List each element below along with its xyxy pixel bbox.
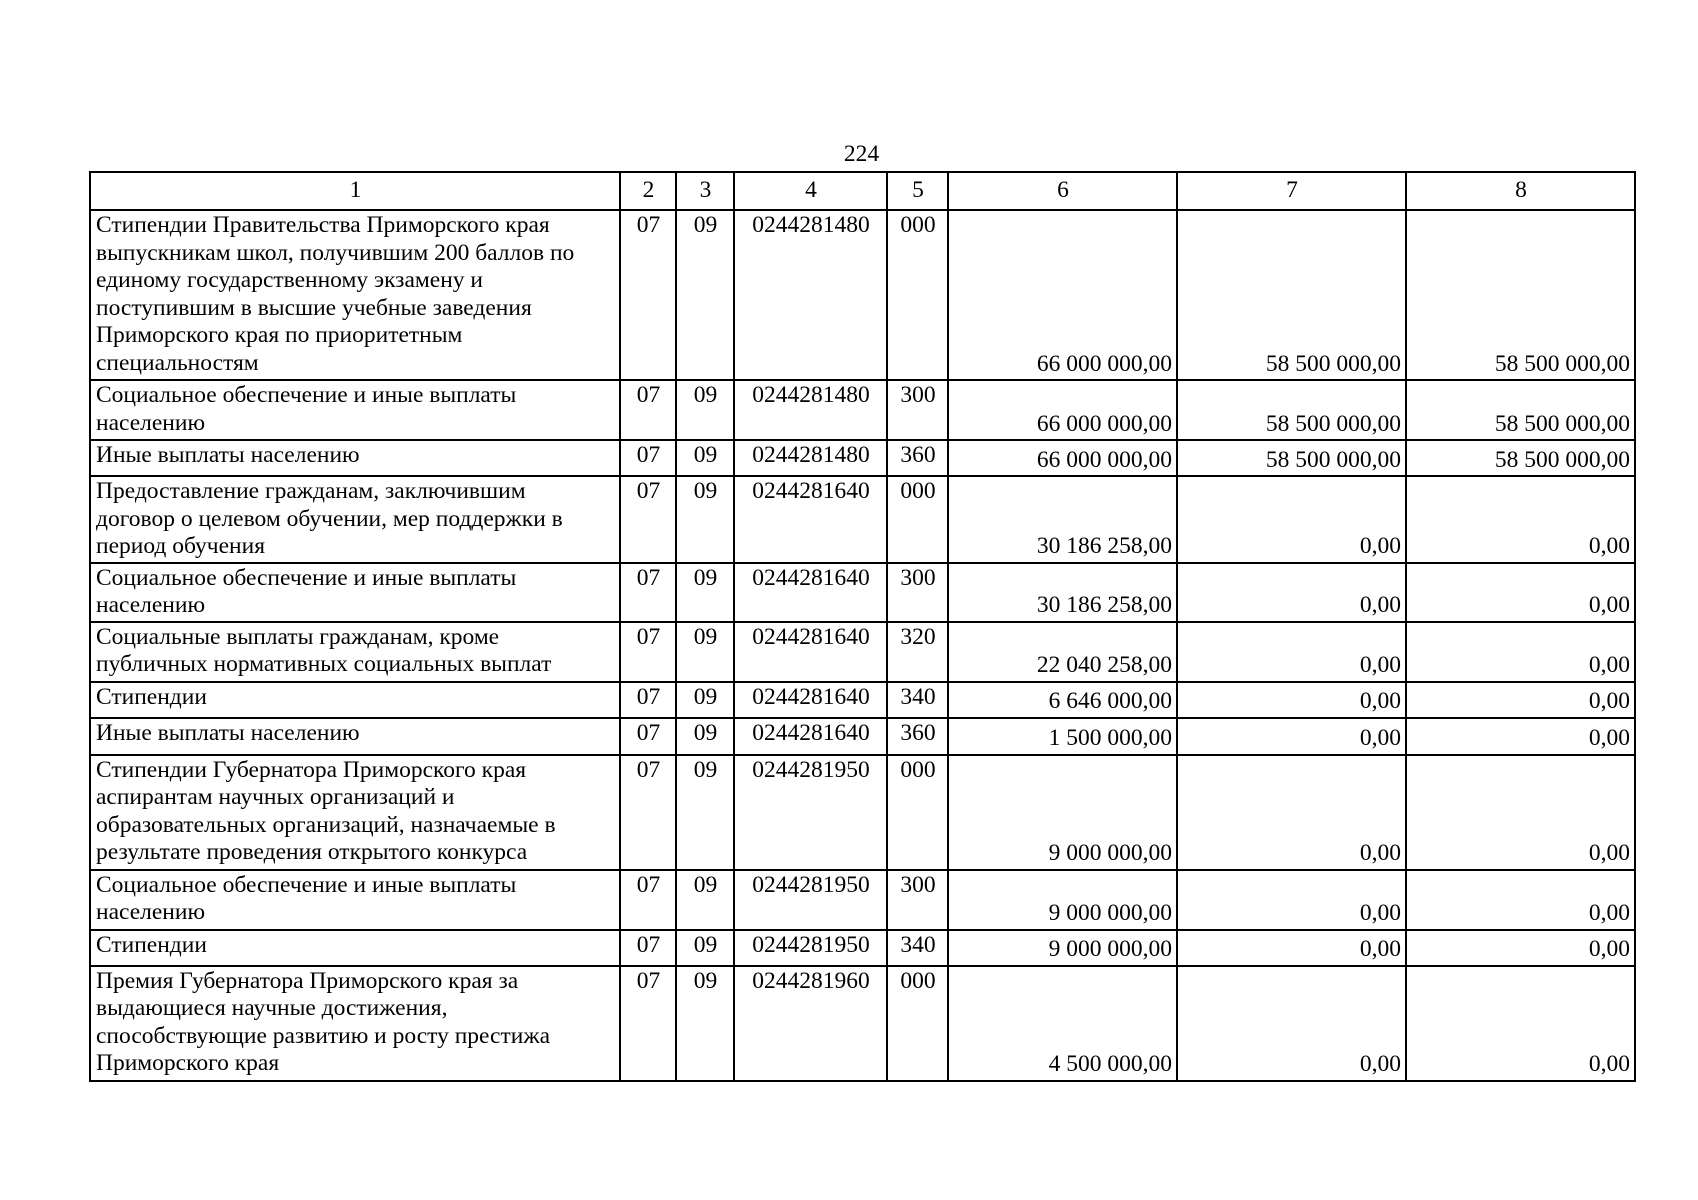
amount-col6-cell: 66 000 000,00: [948, 210, 1177, 380]
table-row: [90, 870, 1635, 930]
table-row: [90, 563, 1635, 622]
amount-col8-cell: 0,00: [1406, 682, 1635, 718]
table-row: [90, 718, 1635, 755]
amount-col6-cell: 6 646 000,00: [948, 682, 1177, 718]
table-header: [90, 172, 1635, 210]
target-article-cell: 0244281640: [734, 563, 887, 622]
amount-col6-cell: 4 500 000,00: [948, 966, 1177, 1081]
item-name-cell: Стипендии: [90, 930, 620, 966]
amount-col8-cell: 0,00: [1406, 870, 1635, 930]
amount-col8-cell: 0,00: [1406, 563, 1635, 622]
table-row: [90, 682, 1635, 718]
expense-type-cell: 300: [887, 870, 948, 930]
header-col-2: 2: [620, 172, 676, 210]
amount-col8-cell: 0,00: [1406, 622, 1635, 682]
amount-col8-cell: 0,00: [1406, 476, 1635, 563]
item-name-cell: Социальное обеспечение и иные выплаты населению: [90, 563, 620, 622]
subsection-cell: 09: [676, 380, 734, 440]
section-cell: 07: [620, 210, 676, 380]
header-col-4: 4: [734, 172, 887, 210]
table-row: [90, 755, 1635, 870]
amount-col7-cell: 0,00: [1177, 682, 1406, 718]
section-cell: 07: [620, 622, 676, 682]
target-article-cell: 0244281640: [734, 718, 887, 755]
section-cell: 07: [620, 718, 676, 755]
section-cell: 07: [620, 930, 676, 966]
table-row: [90, 930, 1635, 966]
amount-col6-cell: 30 186 258,00: [948, 563, 1177, 622]
section-cell: 07: [620, 380, 676, 440]
expense-type-cell: 320: [887, 622, 948, 682]
section-cell: 07: [620, 682, 676, 718]
target-article-cell: 0244281960: [734, 966, 887, 1081]
page-number: 224: [843, 141, 880, 167]
header-col-5: 5: [887, 172, 948, 210]
subsection-cell: 09: [676, 210, 734, 380]
header-col-1: 1: [90, 172, 620, 210]
subsection-cell: 09: [676, 563, 734, 622]
item-name-cell: Стипендии Правительства Приморского края выпускникам школ, получившим 200 баллов по единому государственному экзамену и поступившим в высшие учебные заведения Приморского края по приоритетным специальностям: [90, 210, 620, 380]
target-article-cell: 0244281950: [734, 930, 887, 966]
subsection-cell: 09: [676, 622, 734, 682]
header-col-7: 7: [1177, 172, 1406, 210]
amount-col8-cell: 0,00: [1406, 755, 1635, 870]
header-col-6: 6: [948, 172, 1177, 210]
amount-col7-cell: 0,00: [1177, 870, 1406, 930]
section-cell: 07: [620, 563, 676, 622]
subsection-cell: 09: [676, 870, 734, 930]
amount-col7-cell: 0,00: [1177, 718, 1406, 755]
amount-col8-cell: 0,00: [1406, 966, 1635, 1081]
expense-type-cell: 000: [887, 966, 948, 1081]
section-cell: 07: [620, 755, 676, 870]
amount-col7-cell: 0,00: [1177, 563, 1406, 622]
item-name-cell: Стипендии: [90, 682, 620, 718]
expense-type-cell: 300: [887, 563, 948, 622]
expense-type-cell: 340: [887, 930, 948, 966]
table-body: [90, 210, 1635, 1081]
target-article-cell: 0244281950: [734, 755, 887, 870]
item-name-cell: Предоставление гражданам, заключившим договор о целевом обучении, мер поддержки в период обучения: [90, 476, 620, 563]
subsection-cell: 09: [676, 682, 734, 718]
table-row: [90, 440, 1635, 476]
amount-col6-cell: 22 040 258,00: [948, 622, 1177, 682]
amount-col7-cell: 0,00: [1177, 966, 1406, 1081]
expense-type-cell: 000: [887, 476, 948, 563]
target-article-cell: 0244281950: [734, 870, 887, 930]
amount-col6-cell: 9 000 000,00: [948, 755, 1177, 870]
amount-col8-cell: 0,00: [1406, 930, 1635, 966]
subsection-cell: 09: [676, 966, 734, 1081]
expense-type-cell: 000: [887, 755, 948, 870]
section-cell: 07: [620, 440, 676, 476]
amount-col8-cell: 58 500 000,00: [1406, 380, 1635, 440]
section-cell: 07: [620, 870, 676, 930]
item-name-cell: Социальное обеспечение и иные выплаты населению: [90, 380, 620, 440]
amount-col7-cell: 0,00: [1177, 755, 1406, 870]
amount-col6-cell: 66 000 000,00: [948, 440, 1177, 476]
subsection-cell: 09: [676, 930, 734, 966]
amount-col7-cell: 0,00: [1177, 622, 1406, 682]
table-row: [90, 210, 1635, 380]
table-row: [90, 476, 1635, 563]
amount-col7-cell: 58 500 000,00: [1177, 440, 1406, 476]
target-article-cell: 0244281480: [734, 380, 887, 440]
target-article-cell: 0244281480: [734, 440, 887, 476]
table-row: [90, 622, 1635, 682]
item-name-cell: Социальные выплаты гражданам, кроме публичных нормативных социальных выплат: [90, 622, 620, 682]
budget-table: [89, 171, 1636, 1082]
subsection-cell: 09: [676, 440, 734, 476]
amount-col6-cell: 30 186 258,00: [948, 476, 1177, 563]
amount-col8-cell: 58 500 000,00: [1406, 210, 1635, 380]
subsection-cell: 09: [676, 718, 734, 755]
section-cell: 07: [620, 966, 676, 1081]
table-row: [90, 380, 1635, 440]
amount-col7-cell: 0,00: [1177, 476, 1406, 563]
amount-col6-cell: 9 000 000,00: [948, 870, 1177, 930]
amount-col6-cell: 9 000 000,00: [948, 930, 1177, 966]
item-name-cell: Иные выплаты населению: [90, 440, 620, 476]
header-row: [90, 172, 1635, 210]
header-col-8: 8: [1406, 172, 1635, 210]
subsection-cell: 09: [676, 476, 734, 563]
amount-col7-cell: 0,00: [1177, 930, 1406, 966]
amount-col8-cell: 0,00: [1406, 718, 1635, 755]
target-article-cell: 0244281480: [734, 210, 887, 380]
item-name-cell: Стипендии Губернатора Приморского края аспирантам научных организаций и образовательных организаций, назначаемые в результате проведения открытого конкурса: [90, 755, 620, 870]
expense-type-cell: 340: [887, 682, 948, 718]
target-article-cell: 0244281640: [734, 476, 887, 563]
expense-type-cell: 300: [887, 380, 948, 440]
header-col-3: 3: [676, 172, 734, 210]
amount-col8-cell: 58 500 000,00: [1406, 440, 1635, 476]
expense-type-cell: 000: [887, 210, 948, 380]
expense-type-cell: 360: [887, 440, 948, 476]
amount-col7-cell: 58 500 000,00: [1177, 380, 1406, 440]
target-article-cell: 0244281640: [734, 682, 887, 718]
amount-col6-cell: 66 000 000,00: [948, 380, 1177, 440]
item-name-cell: Иные выплаты населению: [90, 718, 620, 755]
amount-col7-cell: 58 500 000,00: [1177, 210, 1406, 380]
amount-col6-cell: 1 500 000,00: [948, 718, 1177, 755]
item-name-cell: Премия Губернатора Приморского края за выдающиеся научные достижения, способствующие развитию и росту престижа Приморского края: [90, 966, 620, 1081]
target-article-cell: 0244281640: [734, 622, 887, 682]
expense-type-cell: 360: [887, 718, 948, 755]
item-name-cell: Социальное обеспечение и иные выплаты населению: [90, 870, 620, 930]
section-cell: 07: [620, 476, 676, 563]
table-row: [90, 966, 1635, 1081]
subsection-cell: 09: [676, 755, 734, 870]
